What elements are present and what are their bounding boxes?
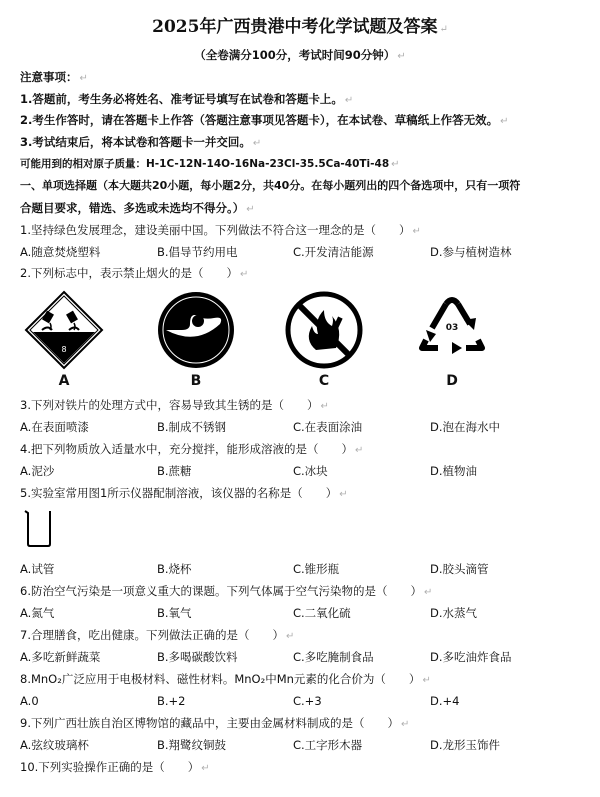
- option-c: C.多吃腌制食品: [293, 650, 374, 664]
- question-options: [20, 462, 590, 480]
- question-options: [20, 604, 590, 622]
- paragraph-mark: ↵: [439, 24, 448, 35]
- sign-label-b: B: [190, 373, 202, 389]
- option-b: B.氧气: [157, 606, 192, 620]
- option-d: D.水蒸气: [430, 606, 478, 620]
- paragraph-mark: ↵: [412, 226, 421, 237]
- paragraph-mark: ↵: [79, 73, 88, 84]
- option-d: D.参与植树造林: [430, 245, 512, 259]
- beaker-icon: [22, 508, 56, 548]
- option-b: B.多喝碳酸饮料: [157, 650, 238, 664]
- paragraph-mark: ↵: [422, 675, 431, 686]
- question-options: [20, 692, 590, 710]
- paragraph-mark: ↵: [285, 631, 295, 642]
- question-stem: 8.MnO₂广泛应用于电极材料、磁性材料。MnO₂中Mn元素的化合价为（ ） ↵: [20, 672, 431, 686]
- option-c: C.在表面涂油: [293, 420, 363, 434]
- notes-heading: 注意事项： ↵: [20, 70, 88, 84]
- question-options: [20, 648, 590, 666]
- question-options: [20, 243, 590, 261]
- section-heading-line1: 一、单项选择题（本大题共20小题，每小题2分，共40分。在每小题列出的四个备选项中，只有一项符: [20, 179, 521, 192]
- option-d: D.植物油: [430, 464, 478, 478]
- paragraph-mark: ↵: [500, 116, 509, 127]
- option-d: D.多吃油炸食品: [430, 650, 512, 664]
- question-stem: 6.防治空气污染是一项意义重大的课题。下列气体属于空气污染物的是（ ） ↵: [20, 584, 433, 598]
- option-d: D.泡在海水中: [430, 420, 501, 434]
- question-stem: 1.坚持绿色发展理念，建设美丽中国。下列做法不符合这一理念的是（ ） ↵: [20, 223, 421, 237]
- option-b: B.倡导节约用电: [157, 245, 238, 259]
- note-item: 3.考试结束后，将本试卷和答题卡一并交回。 ↵: [20, 135, 262, 149]
- page-title: 2025年广西贵港中考化学试题及答案 ↵: [152, 17, 448, 37]
- corrosive-hazard-icon: [24, 290, 104, 370]
- option-d: D.龙形玉饰件: [430, 738, 501, 752]
- question-stem: 4.把下列物质放入适量水中，充分搅拌，能形成溶液的是（ ） ↵: [20, 442, 364, 456]
- paragraph-mark: ↵: [252, 138, 262, 149]
- question-options: [20, 418, 590, 436]
- option-a: A.弦纹玻璃杯: [20, 738, 89, 752]
- question-stem: 3.下列对铁片的处理方式中，容易导致其生锈的是（ ） ↵: [20, 398, 329, 412]
- option-a: A.随意焚烧塑料: [20, 245, 101, 259]
- question-options: [20, 560, 590, 578]
- no-fire-icon: [284, 290, 364, 370]
- option-c: C.开发清洁能源: [293, 245, 374, 259]
- option-a: A.试管: [20, 562, 55, 576]
- paragraph-mark: ↵: [354, 445, 364, 456]
- paragraph-mark: ↵: [423, 587, 433, 598]
- question-stem: 9.下列广西壮族自治区博物馆的藏品中，主要由金属材料制成的是（ ） ↵: [20, 716, 410, 730]
- note-item: 1.答题前，考生务必将姓名、准考证号填写在试卷和答题卡上。 ↵: [20, 92, 354, 106]
- option-a: A.氮气: [20, 606, 55, 620]
- question-options: [20, 736, 590, 754]
- option-c: C.+3: [293, 694, 322, 708]
- atomic-mass-line: 可能用到的相对原子质量：H-1C-12N-14O-16Na-23Cl-35.5Ca-40Ti-48 ↵: [20, 158, 400, 170]
- option-c: C.工字形木器: [293, 738, 363, 752]
- question-stem: 10.下列实验操作正确的是（ ） ↵: [20, 760, 210, 774]
- option-a: A.0: [20, 694, 39, 708]
- recycle-icon: [412, 290, 492, 370]
- option-b: B.+2: [157, 694, 186, 708]
- option-a: A.在表面喷漆: [20, 420, 89, 434]
- option-b: B.翔鹭纹铜鼓: [157, 738, 227, 752]
- sign-label-c: C: [318, 373, 330, 389]
- option-c: C.冰块: [293, 464, 328, 478]
- paragraph-mark: ↵: [246, 204, 255, 215]
- section-heading-line2: 合题目要求，错选、多选或未选均不得分。） ↵: [20, 201, 255, 215]
- paragraph-mark: ↵: [400, 719, 410, 730]
- paragraph-mark: ↵: [339, 489, 348, 500]
- sign-label-a: A: [58, 373, 70, 389]
- paragraph-mark: ↵: [320, 401, 329, 412]
- option-d: D.+4: [430, 694, 460, 708]
- option-b: B.蔗糖: [157, 464, 192, 478]
- question-stem: 5.实验室常用图1所示仪器配制溶液，该仪器的名称是（ ） ↵: [20, 486, 348, 500]
- option-c: C.锥形瓶: [293, 562, 340, 576]
- sign-label-d: D: [446, 373, 458, 389]
- paragraph-mark: ↵: [391, 159, 400, 170]
- note-item: 2.考生作答时，请在答题卡上作答（答题注意事项见答题卡），在本试卷、草稿纸上作答无效。 ↵: [20, 113, 509, 127]
- paragraph-mark: ↵: [397, 51, 406, 62]
- option-b: B.烧杯: [157, 562, 192, 576]
- page-subtitle: （全卷满分100分，考试时间90分钟） ↵: [194, 48, 406, 62]
- option-d: D.胶头滴管: [430, 562, 489, 576]
- svg-text:8: 8: [61, 345, 67, 354]
- paragraph-mark: ↵: [201, 763, 210, 774]
- question-stem: 7.合理膳食，吃出健康。下列做法正确的是（ ） ↵: [20, 628, 295, 642]
- paragraph-mark: ↵: [239, 269, 249, 280]
- recycle-code: 03: [445, 323, 459, 333]
- option-c: C.二氧化硫: [293, 606, 351, 620]
- option-a: A.多吃新鲜蔬菜: [20, 650, 101, 664]
- question-stem: 2.下列标志中，表示禁止烟火的是（ ） ↵: [20, 266, 249, 280]
- emblem-circle-icon: [156, 290, 236, 370]
- option-b: B.制成不锈钢: [157, 420, 227, 434]
- paragraph-mark: ↵: [344, 95, 354, 106]
- option-a: A.泥沙: [20, 464, 55, 478]
